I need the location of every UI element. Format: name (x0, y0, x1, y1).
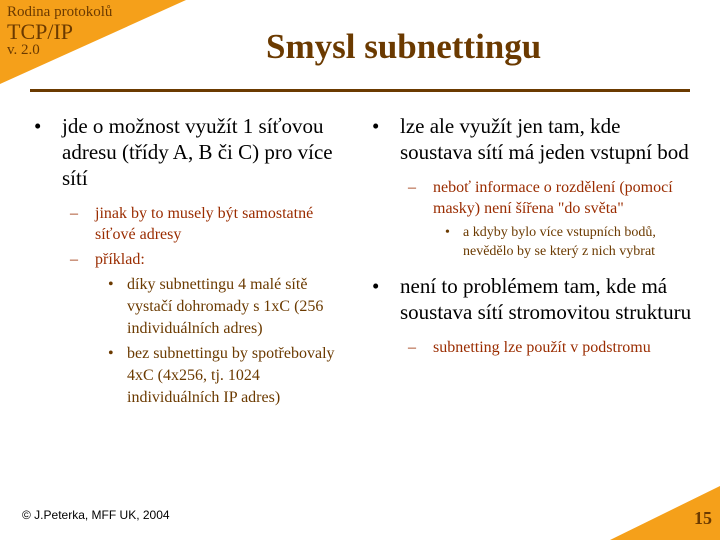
bullet-level3 (30, 343, 350, 409)
bullet-level2 (30, 203, 350, 245)
bullet-level2 (368, 177, 694, 219)
dash-marker: – (70, 251, 78, 268)
brand-line-version: v. 2.0 (7, 42, 40, 58)
right-column (368, 113, 694, 362)
dash-marker: – (70, 205, 78, 222)
bullet-text: a kdyby bylo více vstupních bodů, nevědělo by se který z nich vybrat (463, 225, 656, 259)
brand-line-series: Rodina protokolů (7, 4, 113, 20)
bullet-marker: • (108, 276, 114, 293)
bullet-level1 (368, 113, 694, 165)
bullet-marker: • (108, 345, 114, 362)
left-column (30, 113, 350, 412)
title-divider (30, 89, 690, 92)
bullet-text: příklad: (95, 251, 145, 268)
dash-marker: – (408, 339, 416, 356)
bullet-level2 (30, 249, 350, 270)
bullet-marker: • (372, 114, 380, 138)
dash-marker: – (408, 179, 416, 196)
bullet-text: díky subnettingu 4 malé sítě vystačí dohromady s 1xC (256 individuálních adres) (127, 276, 324, 337)
bullet-marker: • (445, 225, 450, 240)
bullet-text: jde o možnost využít 1 síťovou adresu (třídy A, B či C) pro více sítí (62, 114, 333, 190)
bullet-text: subnetting lze použít v podstromu (433, 339, 651, 356)
bullet-text: jinak by to musely být samostatné síťové adresy (95, 205, 314, 243)
bullet-marker: • (34, 114, 42, 138)
bullet-text: neboť informace o rozdělení (pomocí masky) není šířena "do světa" (433, 179, 673, 217)
bullet-level3 (30, 274, 350, 340)
bullet-text: lze ale využít jen tam, kde soustava sítí má jeden vstupní bod (400, 114, 689, 164)
header-brand (7, 4, 112, 59)
footer-copyright: © J.Peterka, MFF UK, 2004 (22, 508, 170, 522)
bullet-text: není to problémem tam, kde má soustava sítí stromovitou strukturu (400, 274, 692, 324)
bullet-level1 (30, 113, 350, 191)
bullet-level1 (368, 273, 694, 325)
slide-title: Smysl subnettingu (266, 27, 542, 66)
bullet-level2 (368, 337, 694, 358)
page-number: 15 (694, 508, 712, 528)
bullet-text: bez subnettingu by spotřebovaly 4xC (4x256, tj. 1024 individuálních IP adres) (127, 345, 335, 406)
brand-line-protocol: TCP/IP (7, 19, 74, 44)
bullet-marker: • (372, 274, 380, 298)
bullet-level3 (368, 223, 694, 261)
